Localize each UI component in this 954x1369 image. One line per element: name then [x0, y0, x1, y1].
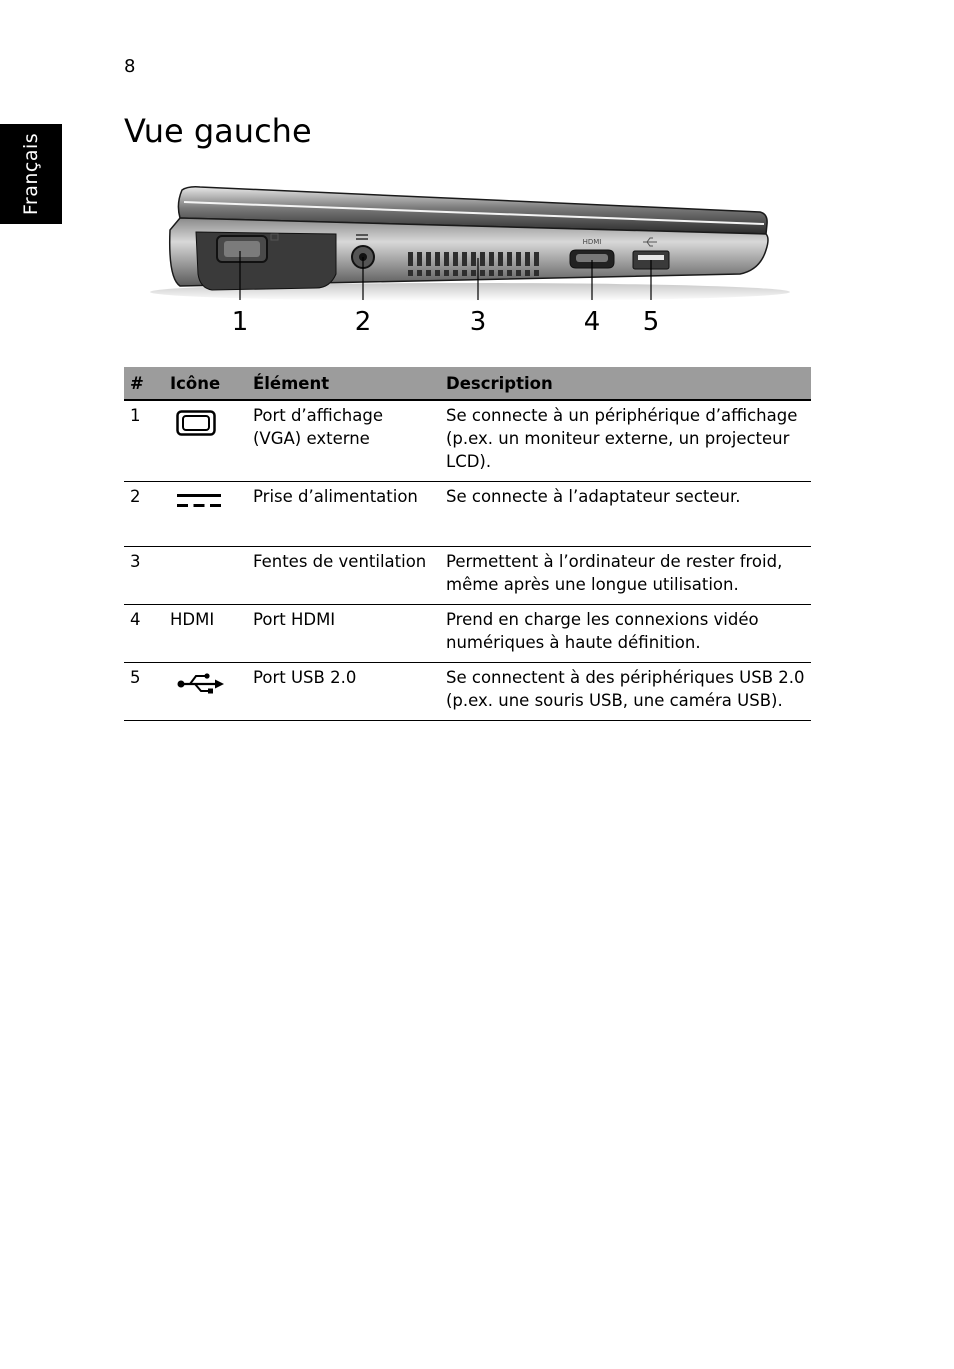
row-element: Prise d’alimentation	[247, 482, 440, 547]
row-description: Se connectent à des périphériques USB 2.0 (p.ex. une souris USB, une caméra USB).	[440, 663, 811, 721]
row-element: Port HDMI	[247, 605, 440, 663]
callout-1: 1	[231, 307, 249, 337]
page-title: Vue gauche	[124, 112, 312, 150]
vga-monitor-icon	[176, 410, 216, 436]
row-element: Port USB 2.0	[247, 663, 440, 721]
row-element: Fentes de ventilation	[247, 547, 440, 605]
row-element: Port d’affichage (VGA) externe	[247, 400, 440, 482]
row-icon	[164, 547, 247, 605]
row-number: 2	[124, 482, 164, 547]
row-description: Se connecte à un périphérique d’affichage (p.ex. un moniteur externe, un projecteur LCD).	[440, 400, 811, 482]
laptop-illustration	[140, 178, 810, 348]
header-description: Description	[440, 367, 811, 400]
table-row	[124, 482, 811, 547]
hdmi-port-label: HDMI	[582, 238, 602, 246]
laptop-left-side-figure	[140, 178, 810, 348]
callout-2: 2	[354, 307, 372, 337]
callout-3: 3	[469, 307, 487, 337]
header-number: #	[124, 367, 164, 400]
row-icon	[164, 482, 247, 547]
row-icon	[164, 663, 247, 721]
table-row	[124, 547, 811, 605]
usb-icon	[176, 672, 224, 694]
row-description: Permettent à l’ordinateur de rester froid, même après une longue utilisation.	[440, 547, 811, 605]
dc-power-icon	[176, 491, 222, 511]
page-number: 8	[124, 56, 136, 77]
components-table	[124, 367, 811, 721]
callout-4: 4	[583, 307, 601, 337]
row-number: 4	[124, 605, 164, 663]
row-icon-hdmi-text: HDMI	[164, 605, 247, 663]
table-header-row	[124, 367, 811, 400]
callout-5: 5	[642, 307, 660, 337]
table-row	[124, 663, 811, 721]
row-number: 1	[124, 400, 164, 482]
language-tab-label: Français	[20, 132, 42, 216]
table-row	[124, 605, 811, 663]
table-row	[124, 400, 811, 482]
header-element: Élément	[247, 367, 440, 400]
row-number: 3	[124, 547, 164, 605]
row-description: Se connecte à l’adaptateur secteur.	[440, 482, 811, 547]
row-description: Prend en charge les connexions vidéo numériques à haute définition.	[440, 605, 811, 663]
row-number: 5	[124, 663, 164, 721]
header-icon: Icône	[164, 367, 247, 400]
language-tab	[0, 124, 62, 224]
row-icon	[164, 400, 247, 482]
